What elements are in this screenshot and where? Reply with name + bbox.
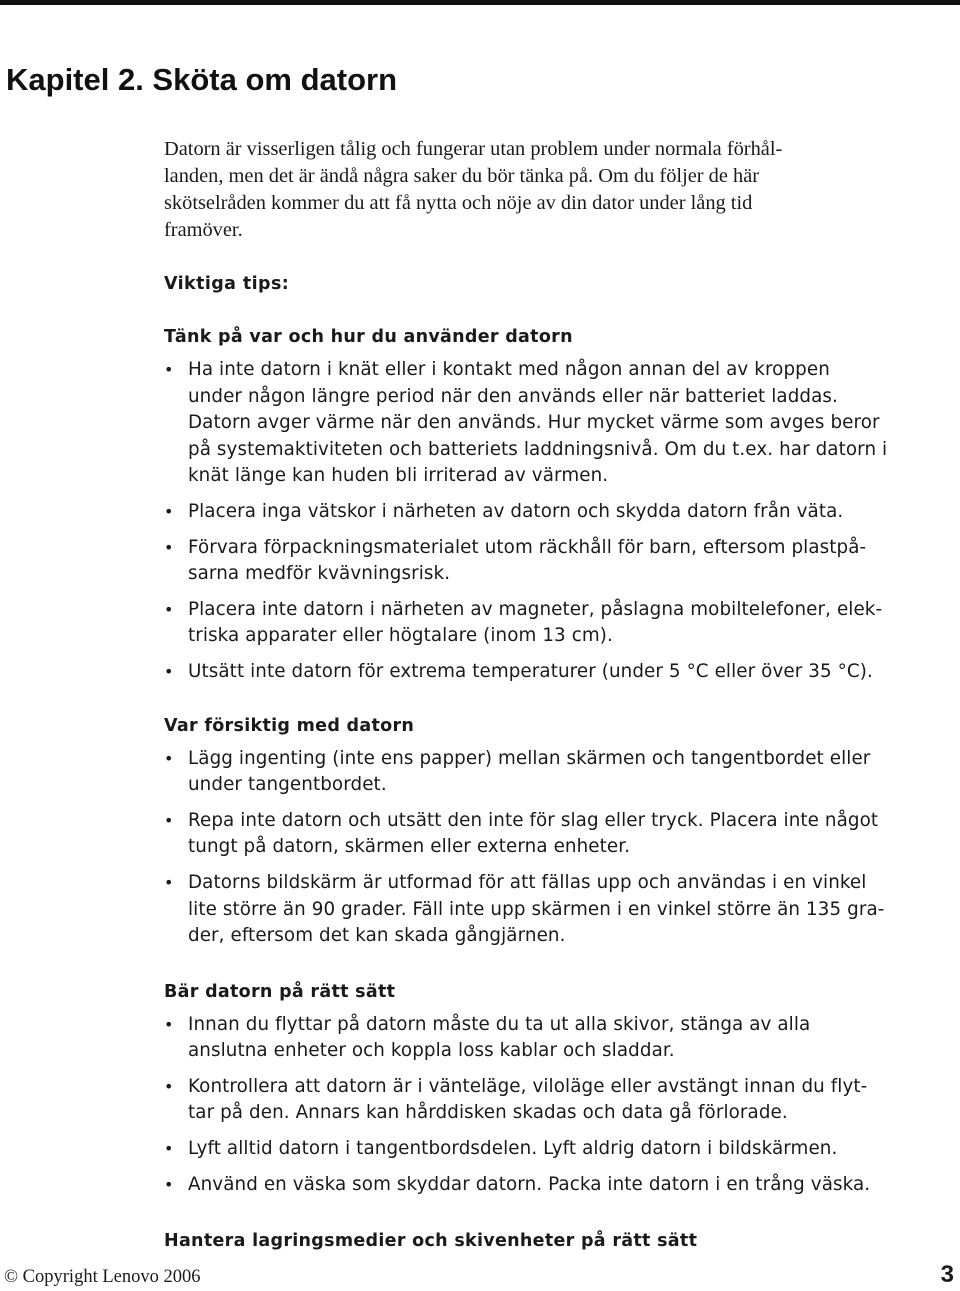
item-line: Utsätt inte datorn för extrema temperaturer (under 5 °C eller över 35 °C). xyxy=(188,660,873,682)
item-line: Förvara förpackningsmaterialet utom räckhåll för barn, eftersom plastpå- xyxy=(188,536,867,558)
bullet: • xyxy=(164,872,174,892)
intro-line: framöver. xyxy=(164,219,243,241)
bullet: • xyxy=(164,810,174,830)
list-item xyxy=(164,357,944,490)
bullet: • xyxy=(164,748,174,768)
list-item xyxy=(164,499,944,526)
bullet: • xyxy=(164,1014,174,1034)
item-line: på systemaktiviteten och batteriets laddningsnivå. Om du t.ex. har datorn i xyxy=(188,438,888,460)
list-item xyxy=(164,1074,944,1127)
top-rule xyxy=(0,0,960,5)
item-line: knät länge kan huden bli irriterad av värmen. xyxy=(188,465,609,487)
item-line: Lyft alltid datorn i tangentbordsdelen. Lyft aldrig datorn i bildskärmen. xyxy=(188,1138,838,1160)
list-item xyxy=(164,870,944,950)
list-item xyxy=(164,746,944,799)
intro-line: landen, men det är ändå några saker du bör tänka på. Om du följer de här xyxy=(164,165,760,187)
intro-paragraph xyxy=(164,136,944,244)
item-line: Datorn avger värme när den används. Hur mycket värme som avges beror xyxy=(188,412,880,434)
list-item xyxy=(164,535,944,588)
item-line: tungt på datorn, skärmen eller externa enheter. xyxy=(188,836,631,858)
bullet: • xyxy=(164,537,174,557)
item-line: Placera inte datorn i närheten av magneter, påslagna mobiltelefoner, elek- xyxy=(188,598,883,620)
item-line: Använd en väska som skyddar datorn. Packa inte datorn i en trång väska. xyxy=(188,1173,871,1195)
item-line: Placera inga vätskor i närheten av datorn och skydda datorn från väta. xyxy=(188,500,844,522)
list-item xyxy=(164,1012,944,1065)
item-line: Lägg ingenting (inte ens papper) mellan skärmen och tangentbordet eller xyxy=(188,747,871,769)
item-line: Datorns bildskärm är utformad för att fällas upp och användas i en vinkel xyxy=(188,871,867,893)
item-line: Repa inte datorn och utsätt den inte för slag eller tryck. Placera inte något xyxy=(188,809,879,831)
item-line: anslutna enheter och koppla loss kablar och sladdar. xyxy=(188,1040,675,1062)
item-line: under någon längre period när den används eller när batteriet laddas. xyxy=(188,385,838,407)
item-line: Kontrollera att datorn är i vänteläge, viloläge eller avstängt innan du flyt- xyxy=(188,1075,868,1097)
tips-heading: Viktiga tips: xyxy=(164,274,290,294)
item-line: under tangentbordet. xyxy=(188,774,387,796)
item-line: tar på den. Annars kan hårddisken skadas och data gå förlorade. xyxy=(188,1102,788,1124)
item-line: der, eftersom det kan skada gångjärnen. xyxy=(188,925,566,947)
intro-line: skötselråden kommer du att få nytta och nöje av din dator under lång tid xyxy=(164,192,753,214)
section-heading-media: Hantera lagringsmedier och skivenheter på rätt sätt xyxy=(164,1231,698,1252)
bullet: • xyxy=(164,360,174,379)
list-item xyxy=(164,659,944,686)
bullet: • xyxy=(164,1076,174,1096)
item-line: triska apparater eller högtalare (inom 13 cm). xyxy=(188,625,613,647)
bullet: • xyxy=(164,599,174,619)
section-heading-carry: Bär datorn på rätt sätt xyxy=(164,981,396,1002)
list-item xyxy=(164,1172,944,1199)
item-line: Ha inte datorn i knät eller i kontakt med någon annan del av kroppen xyxy=(188,359,830,380)
item-line: sarna medför kvävningsrisk. xyxy=(188,563,451,585)
list-item xyxy=(164,1136,944,1163)
bullet: • xyxy=(164,1174,174,1194)
chapter-title: Kapitel 2. Sköta om datorn xyxy=(6,62,398,97)
bullet: • xyxy=(164,501,174,521)
page-number: 3 xyxy=(940,1261,954,1288)
bullet: • xyxy=(164,1139,174,1159)
item-line: lite större än 90 grader. Fäll inte upp skärmen i en vinkel större än 135 gra- xyxy=(188,898,885,920)
intro-line: Datorn är visserligen tålig och fungerar utan problem under normala förhål- xyxy=(164,138,783,160)
list-item xyxy=(164,808,944,861)
item-line: Innan du flyttar på datorn måste du ta ut alla skivor, stänga av alla xyxy=(188,1013,811,1035)
footer-copyright: © Copyright Lenovo 2006 xyxy=(4,1267,201,1287)
list-item xyxy=(164,597,944,650)
section-list-usage xyxy=(164,357,944,686)
section-list-carry xyxy=(164,1012,944,1199)
page-content xyxy=(164,136,944,1255)
section-heading-care: Var försiktig med datorn xyxy=(164,715,415,736)
bullet: • xyxy=(164,661,174,681)
section-list-care xyxy=(164,746,944,950)
section-heading-usage: Tänk på var och hur du använder datorn xyxy=(164,327,573,347)
